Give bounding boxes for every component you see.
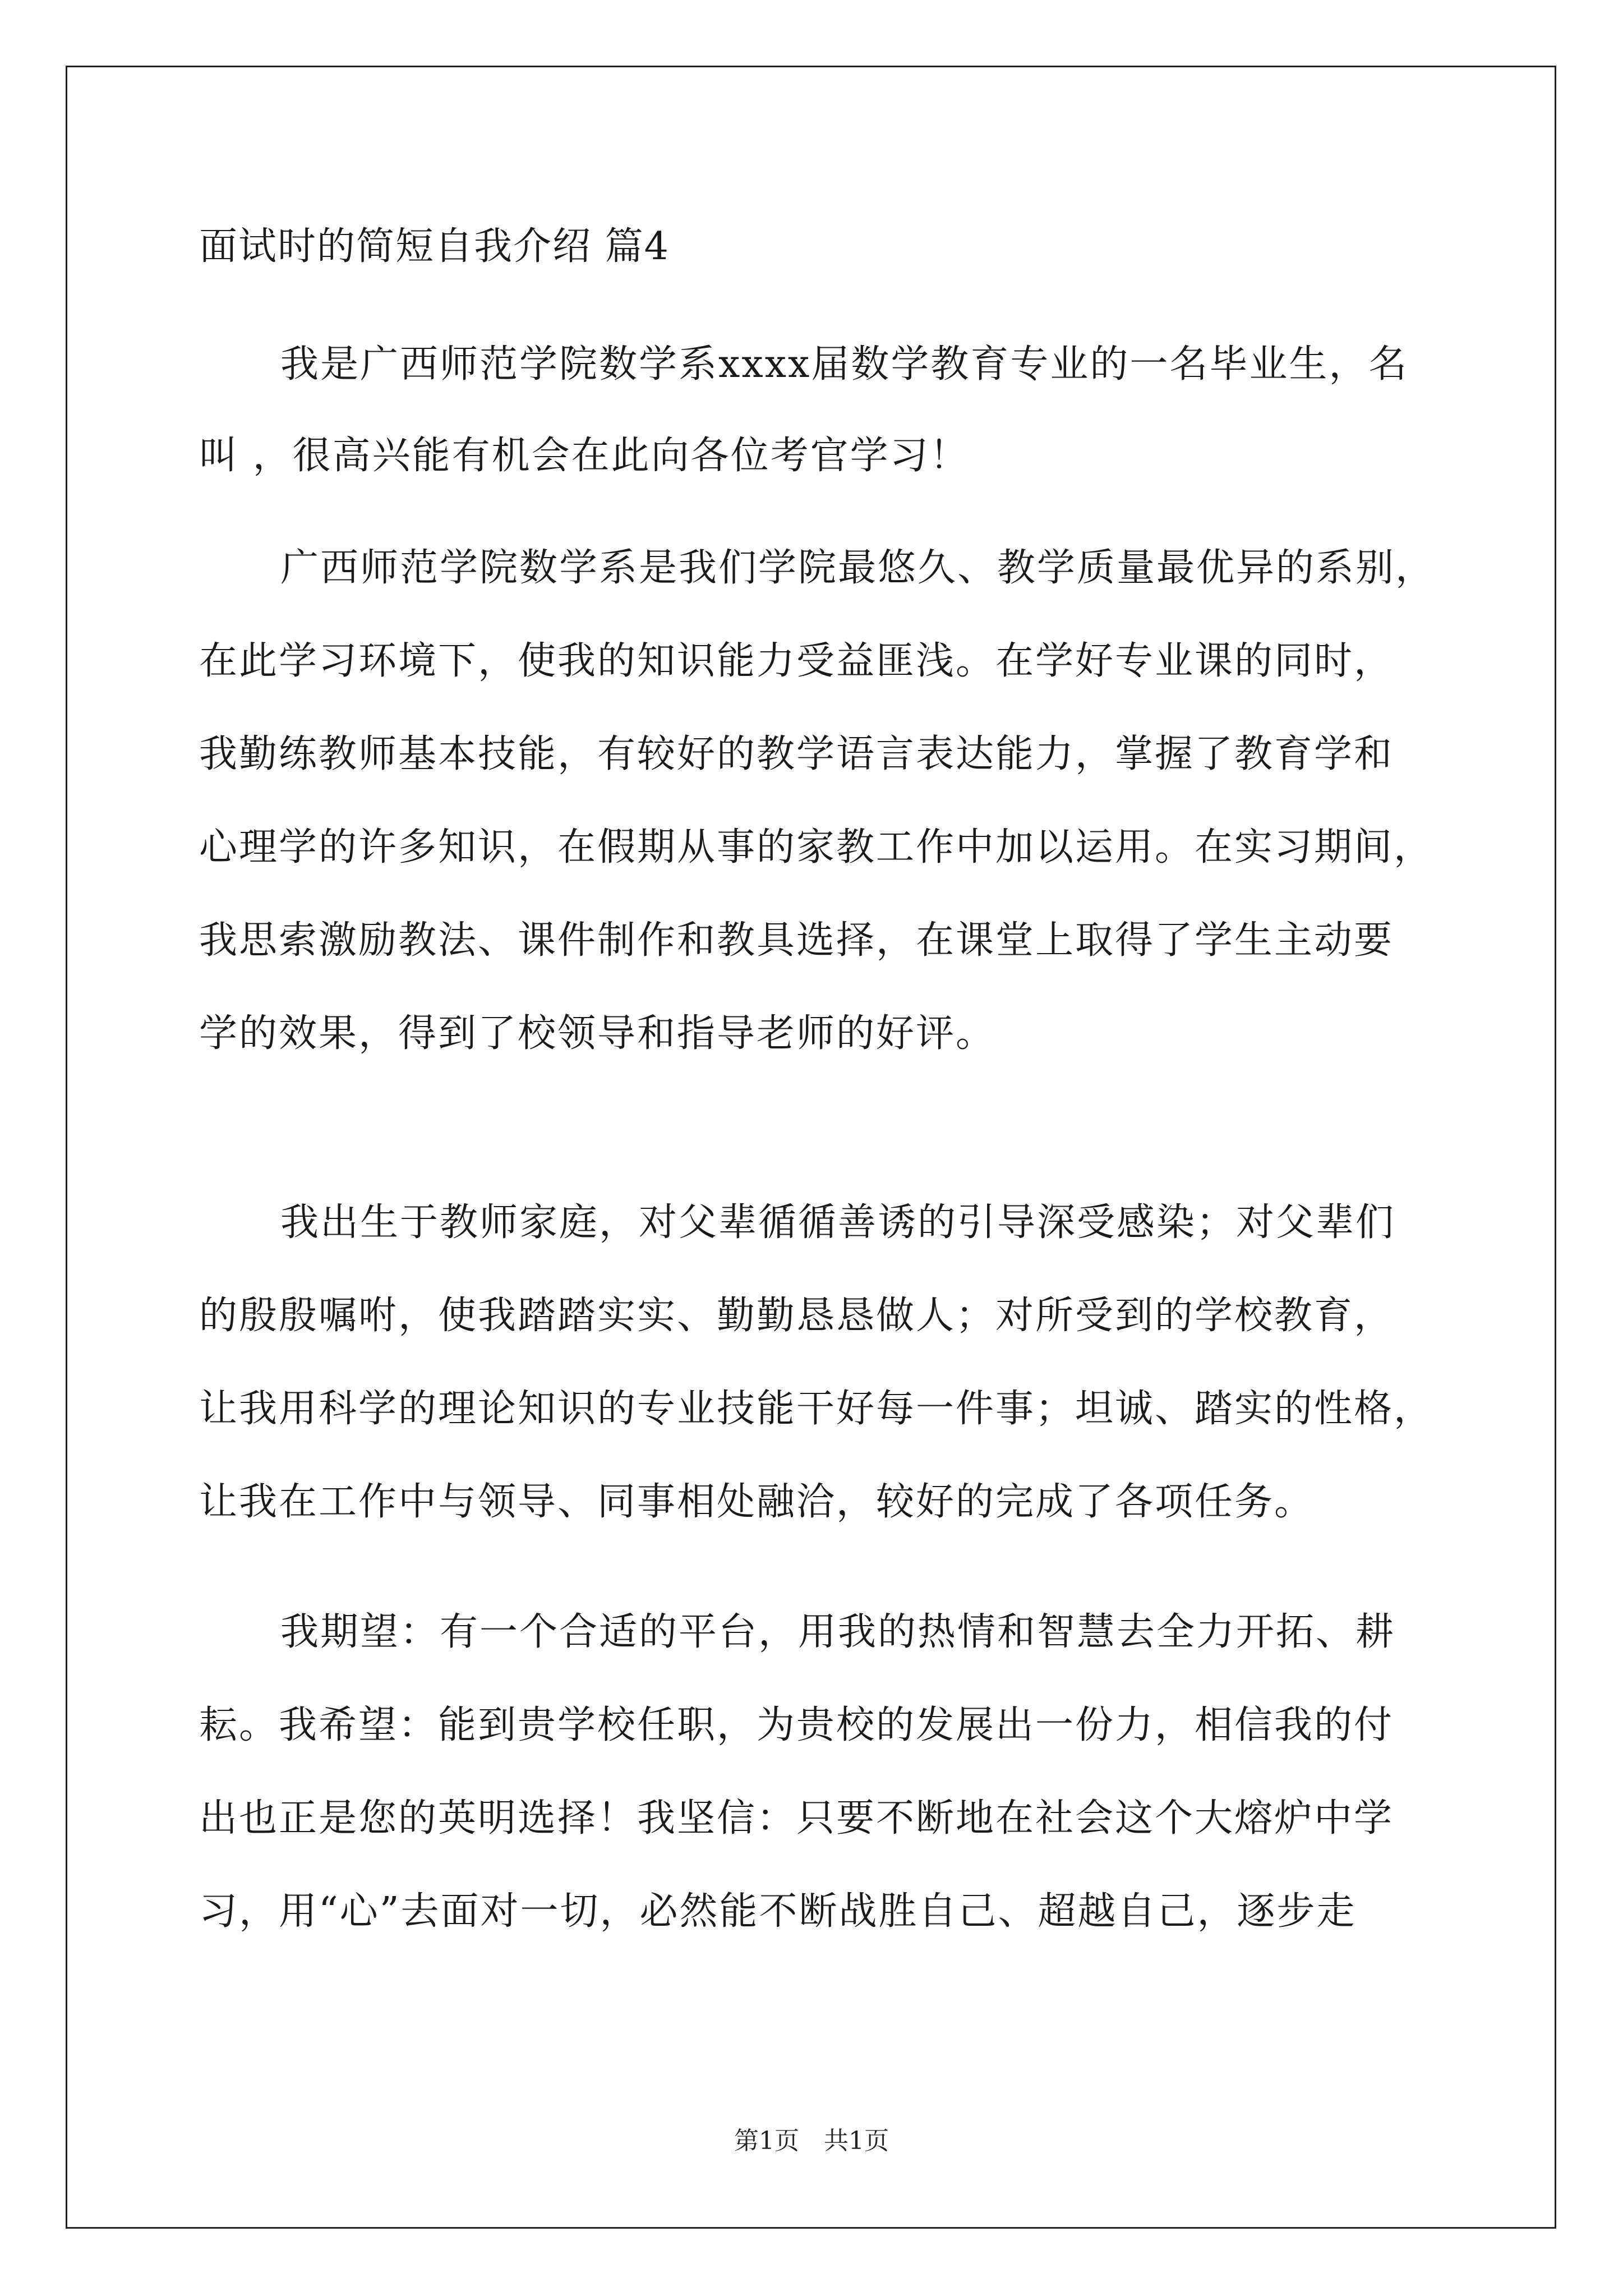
paragraph-1-line-1: 我是广西师范学院数学系xxxx届数学教育专业的一名毕业生，名 <box>280 342 1409 386</box>
paragraph-3-line-1: 我出生于教师家庭，对父辈循循善诱的引导深受感染；对父辈们 <box>280 1200 1396 1245</box>
paragraph-3-line-3: 让我用科学的理论知识的专业技能干好每一件事；坦诚、踏实的性格， <box>199 1387 1434 1431</box>
paragraph-3-line-4: 让我在工作中与领导、同事相处融洽，较好的完成了各项任务。 <box>199 1480 1315 1524</box>
paragraph-2-line-6: 学的效果，得到了校领导和指导老师的好评。 <box>199 1011 996 1056</box>
paragraph-1-line-2: 叫 ，很高兴能有机会在此向各位考官学习！ <box>199 434 970 478</box>
paragraph-4-line-3: 出也正是您的英明选择！我坚信：只要不断地在社会这个大熔炉中学 <box>199 1796 1394 1841</box>
paragraph-2-line-2: 在此学习环境下，使我的知识能力受益匪浅。在学好专业课的同时， <box>199 639 1394 683</box>
paragraph-3-line-2: 的殷殷嘱咐，使我踏踏实实、勤勤恳恳做人；对所受到的学校教育， <box>199 1294 1394 1338</box>
paragraph-4-line-2: 耘。我希望：能到贵学校任职，为贵校的发展出一份力，相信我的付 <box>199 1703 1394 1747</box>
paragraph-2-line-5: 我思索激励教法、课件制作和教具选择，在课堂上取得了学生主动要 <box>199 918 1394 963</box>
paragraph-4-line-4: 习，用“心”去面对一切，必然能不断战胜自己、超越自己，逐步走 <box>199 1889 1357 1934</box>
paragraph-2-line-3: 我勤练教师基本技能，有较好的教学语言表达能力，掌握了教育学和 <box>199 732 1394 776</box>
page-number: 第1页 共1页 <box>734 2127 889 2155</box>
paragraph-2-line-1: 广西师范学院数学系是我们学院最悠久、教学质量最优异的系别， <box>280 546 1436 590</box>
document-title: 面试时的简短自我介绍 篇4 <box>199 224 670 269</box>
paragraph-4-line-1: 我期望：有一个合适的平台，用我的热情和智慧去全力开拓、耕 <box>280 1610 1396 1654</box>
paragraph-2-line-4: 心理学的许多知识，在假期从事的家教工作中加以运用。在实习期间， <box>199 825 1434 869</box>
